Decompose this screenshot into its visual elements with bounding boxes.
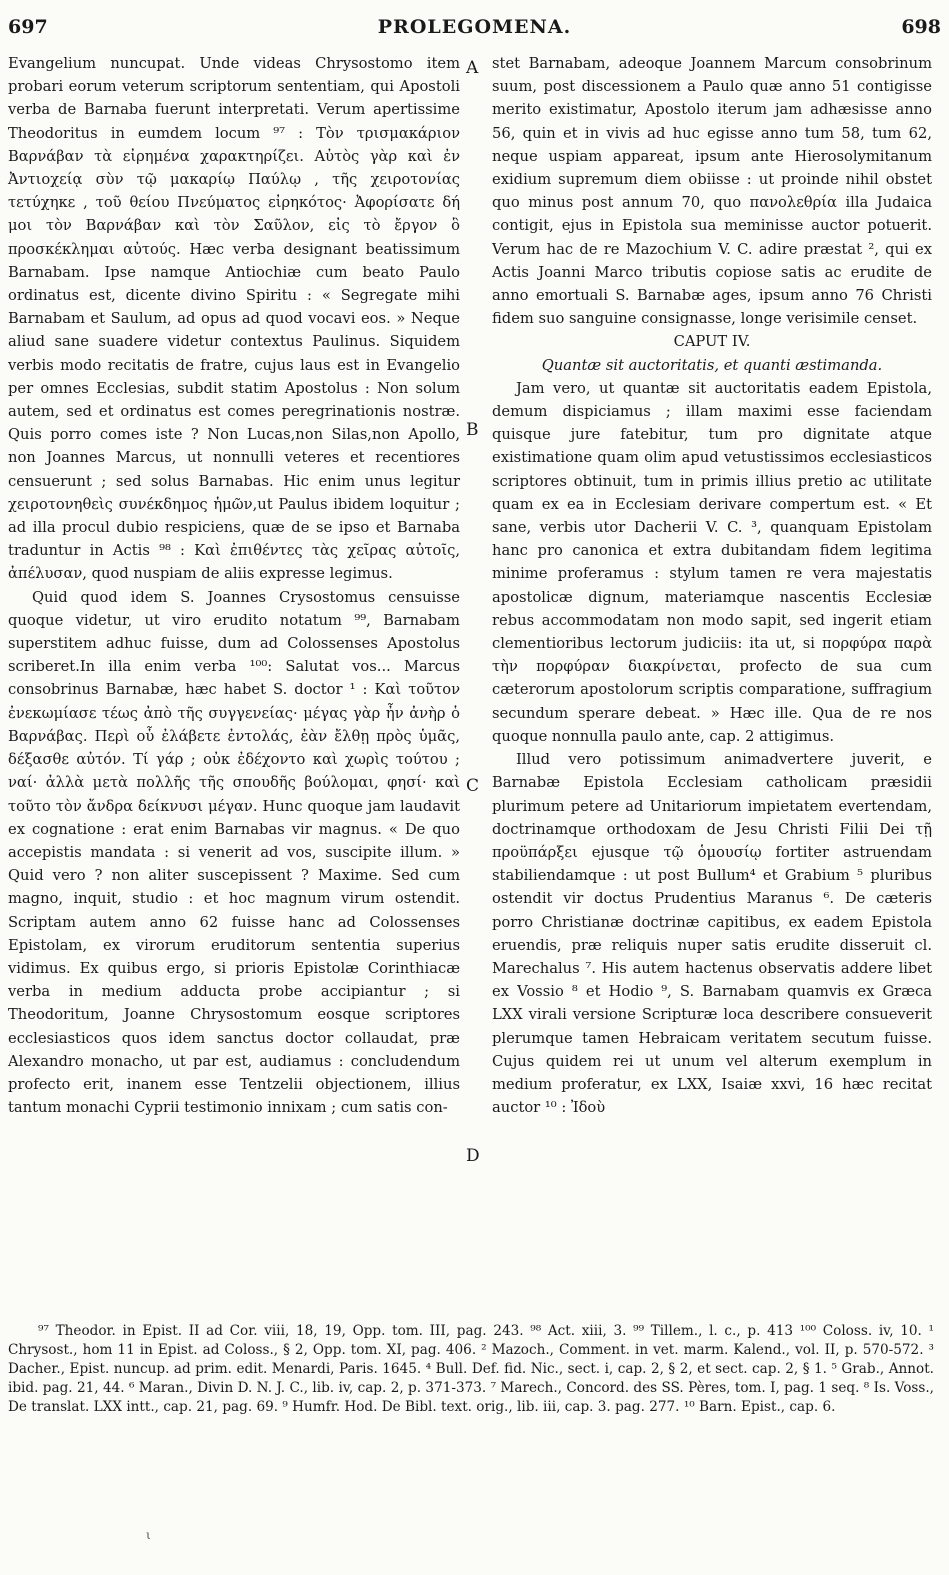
running-header (0, 12, 949, 44)
stray-mark: ι (146, 1528, 151, 1542)
page-number-right: 698 (901, 16, 941, 38)
footnotes-text: ⁹⁷ Theodor. in Epist. II ad Cor. viii, 18, 19, Opp. tom. III, pag. 243. ⁹⁸ Act. xiii, 3. ⁹⁹ Tillem., l. c., p. 413 ¹⁰⁰ Coloss. iv, 10. ¹ Chrysost., hom 11 in Epist. ad Coloss., § 2, Opp. tom. XI, pag. 406. ² Mazoch., Comment. in vet. marm. Kalend., vol. II, p. 570-572. ³ Dacher., Epist. nuncup. ad prim. edit. Menardi, Paris. 1645. ⁴ Bull. Def. fid. Nic., sect. i, cap. 2, § 2, et sect. cap. 2, § 1. ⁵ Grab., Annot. ibid. pag. 21, 44. ⁶ Maran., Divin D. N. J. C., lib. iv, cap. 2, p. 371-373. ⁷ Marech., Concord. des SS. Pères, tom. I, pag. 1 seq. ⁸ Is. Voss., De translat. LXX intt., cap. 21, pag. 69. ⁹ Humfr. Hod. De Bibl. text. orig., lib. iii, cap. 3. pag. 277. ¹⁰ Barn. Epist., cap. 6. (8, 1323, 934, 1415)
chapter-heading: CAPUT IV. (673, 333, 751, 351)
left-column (8, 52, 460, 1119)
chapter-subtitle: Quantæ sit auctoritatis, et quanti æstimanda. (541, 356, 883, 374)
margin-letter-b: B (466, 420, 479, 440)
margin-letter-d: D (466, 1146, 480, 1166)
margin-letter-c: C (466, 776, 480, 796)
page-number-left: 697 (8, 16, 48, 38)
footnotes (8, 1322, 934, 1417)
left-paragraph-1: Evangelium nuncupat. Unde videas Chrysostomo item probari eorum veterum scriptorum sententiam, qui Apostoli verba de Barnaba fuerunt interpretati. Verum apertissime Theodoritus in eumdem locum ⁹⁷ : Τὸν τρισμακάριον Βαρνάβαν τὰ εἰρημένα χαρακτηρίζει. Αὐτὸς γὰρ καὶ ἐν Ἀντιοχείᾳ σὺν τῷ μακαρίῳ Παύλῳ , τῆς χειροτονίας τετύχηκε , τοῦ θείου Πνεύματος εἰρηκότος· Ἀφορίσατε δή μοι τὸν Βαρνάβαν καὶ τὸν Σαῦλον, εἰς τὸ ἔργον ὃ προσκέκλημαι αὐτούς. Hæc verba designant beatissimum Barnabam. Ipse namque Antiochiæ cum beato Paulo ordinatus est, dicente divino Spiritu : « Segregate mihi Barnabam et Saulum, ad opus ad quod vocavi eos. » Neque aliud sane suadere videtur contextus Paulinus. Siquidem verbis modo recitatis de fratre, cujus laus est in Evangelio per omnes Ecclesias, subdit statim Apostolus : Non solum autem, sed et ordinatus est comes peregrinationis nostræ. Quis porro comes iste ? Non Lucas,non Silas,non Apollo, non Joannes Marcus, ut nonnulli veteres et recentiores censuerunt ; sed solus Barnabas. Hic enim unus legitur χειροτονηθεὶς συνέκδημος ἡμῶν,ut Paulus ibidem loquitur ; ad illa procul dubio respiciens, quæ de se ipso et Barnaba traduntur in Actis ⁹⁸ : Καὶ ἐπιθέντες τὰς χεῖρας αὐτοῖς, ἀπέλυσαν, quod nuspiam de aliis expresse legimus. (8, 55, 460, 583)
margin-letter-a: A (466, 58, 479, 78)
right-paragraph-1: stet Barnabam, adeoque Joannem Marcum consobrinum suum, post discessionem a Paulo quæ anno 51 contigisse merito existimatur, Apostolo iterum jam adhæsisse anno 56, quin et in vivis ad huc egisse anno tum 58, tum 62, neque uspiam appareat, ipsum ante Hierosolymitanum exidium supremum diem obiisse : ut proinde nihil obstet quo minus post annum 70, quo πανολεθρία illa Judaica contigit, ejus in Epistola sua meminisse auctor potuerit. Verum hac de re Mazochium V. C. adire præstat ², qui ex Actis Joanni Marco tributis copiose satis ac erudite de anno emortuali S. Barnabæ ages, ipsum anno 76 Christi fidem suo sanguine consignasse, longe verisimile censet. (492, 55, 932, 328)
left-paragraph-2: Quid quod idem S. Joannes Crysostomus censuisse quoque videtur, ut viro erudito notatum ⁹⁹, Barnabam superstitem adhuc fuisse, dum ad Colossenses Apostolus scriberet.In illa enim verba ¹⁰⁰: Salutat vos... Marcus consobrinus Barnabæ, hæc habet S. doctor ¹ : Καὶ τοῦτον ἐνεκωμίασε τέως ἀπὸ τῆς συγγενείας· μέγας γὰρ ἦν ἀνὴρ ὁ Βαρνάβας. Περὶ οὗ ἐλάβετε ἐντολάς, ἐὰν ἔλθῃ πρὸς ὑμᾶς, δέξασθε αὐτόν. Τί γάρ ; οὐκ ἐδέχοντο καὶ χωρὶς τούτου ; ναί· ἀλλὰ μετὰ πολλῆς τῆς σπουδῆς βούλομαι, φησί· καὶ τοῦτο τὸν ἄνδρα δείκνυσι μέγαν. Hunc quoque jam laudavit ex cognatione : erat enim Barnabas vir magnus. « De quo accepistis mandata : si venerit ad vos, suscipite illum. » Quid vero ? non aliter suscepissent ? Maxime. Sed cum magno, inquit, studio : et hoc magnum virum ostendit. Scriptam autem anno 62 fuisse hanc ad Colossenses Epistolam, ex virorum eruditorum sententia superius vidimus. Ex quibus ergo, si prioris Epistolæ Corinthiacæ verba in medium adducta probe accipiantur ; si Theodoritum, Joanne Chrysostomum eosque scriptores ecclesiasticos quos idem sanctus doctor collaudat, præ Alexandro monacho, ut par est, audiamus : concludendum profecto erit, inanem esse Tentzelii objectionem, illius tantum monachi Cyprii testimonio innixam ; cum satis con- (8, 588, 460, 1117)
right-column (492, 52, 932, 1119)
right-paragraph-3: Illud vero potissimum animadvertere juverit, e Barnabæ Epistola Ecclesiam catholicam præsidii plurimum petere ad Unitariorum impietatem evertendam, doctrinamque orthodoxam de Jesu Christi Filii Dei τῇ προϋπάρξει ejusque τῷ ὁμουσίῳ fortiter astruendam stabiliendamque : ut post Bullum⁴ et Grabium ⁵ pluribus ostendit vir doctus Prudentius Maranus ⁶. De cæteris porro Christianæ doctrinæ capitibus, ex eadem Epistola eruendis, præ reliquis nuper satis erudite disseruit cl. Marechalus ⁷. His autem hactenus observatis addere libet ex Vossio ⁸ et Hodio ⁹, S. Barnabam quamvis ex Græca LXX virali versione Scripturæ loca describere consueverit plerumque tamen Hebraicam veritatem secutum fuisse. Cujus quidem rei ut unum vel alterum exemplum in medium proferatur, ex LXX, Isaiæ xxvi, 16 hæc recitat auctor ¹⁰ : Ἰδοὺ (492, 751, 932, 1117)
page-title: PROLEGOMENA. (377, 16, 572, 38)
right-paragraph-2: Jam vero, ut quantæ sit auctoritatis eadem Epistola, demum dispiciamus ; illam maximi esse faciendam quisque jure fatebitur, tum pro dignitate atque existimatione quam olim apud vetustissimos ecclesiasticos scriptores obtinuit, tum in primis illius pretio ac utilitate quam ex ea in Ecclesiam derivare compertum est. « Et sane, verbis utor Dacherii V. C. ³, quanquam Epistolam hanc pro canonica et extra dubitandam fidem legitima minime proferamus : stylum tamen re vera majestatis apostolicæ dignum, materiamque nascentis Ecclesiæ rebus accommodatam non modo sapit, sed ingerit etiam clementioribus lectorum judiciis: ita ut, si πορφύρα παρὰ τὴν πορφύραν διακρίνεται, profecto de sua cum cæterorum apostolorum scriptis comparatione, suffragium secundum sperare debeat. » Hæc ille. Qua de re nos quoque nonnulla paulo ante, cap. 2 attigimus. (492, 379, 932, 745)
